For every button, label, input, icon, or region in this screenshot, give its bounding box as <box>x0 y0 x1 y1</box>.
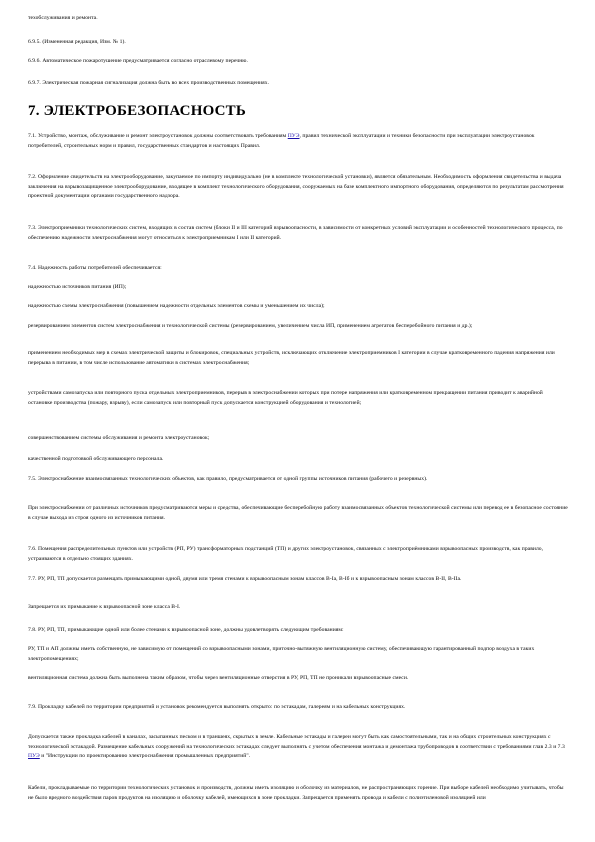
pue-link[interactable]: ПУЭ <box>287 133 300 139</box>
paragraph-7-8: 7.8. РУ, РП, ТП, примыкающие одной или более стенами к взрывоопасной зоне, должны удовлетворять следующим требованиям: <box>28 627 344 633</box>
list-item: надежностью схемы электроснабжения (повышением надежности отдельных элементов схемы и уменьшением их числа); <box>28 303 325 309</box>
paragraph-text: и "Инструкции по проектированию электроснабжения промышленных предприятий". <box>39 753 251 760</box>
paragraph: 6.9.6. Автоматическое пожаротушение предусматривается согласно отраслевому перечню. <box>28 58 248 64</box>
section-heading: 7. ЭЛЕКТРОБЕЗОПАСНОСТЬ <box>28 103 246 119</box>
list-item: применением необходимых мер в схемах электрической защиты и блокировок, специальных устройств, исключающих отключение электроприемников I категории в случае кратковременного падения напряжения или перерыва в питании, в том числе использование автоматики в системах электроснабжения; <box>28 350 555 366</box>
paragraph-7-5: 7.5. Электроснабжение взаимосвязанных технологических объектов, как правило, предусматривается от одной группы источников питания (рабочего и резервных). <box>28 476 428 482</box>
paragraph: 6.9.7. Электрическая пожарная сигнализация должна быть во всех производственных помещениях. <box>28 80 270 86</box>
paragraph <box>28 733 568 762</box>
paragraph-7-9: 7.9. Прокладку кабелей по территории предприятий и установок рекомендуется выполнять открыто: по эстакадам, галереям и на кабельных конструкциях. <box>28 704 406 710</box>
pue-link[interactable]: ПУЭ <box>28 753 40 760</box>
paragraph: 6.9.5. (Измененная редакция, Изм. № 1). <box>28 39 126 45</box>
paragraph: При электроснабжении от различных источников предусматриваются меры и средства, обеспечивающие бесперебойную работу взаимосвязанных объектов технологической системы или перевод ее в безопасное состояние в случае выхода из строя одного из источников питания. <box>28 505 568 521</box>
list-item: совершенствованием системы обслуживания и ремонта электроустановок; <box>28 435 210 441</box>
paragraph-7-1 <box>28 132 568 151</box>
list-item: резервированием элементов систем электроснабжения и технологической системы (резервированием, увеличением числа ИП, применением агрегатов бесперебойного питания и др.); <box>28 323 473 329</box>
paragraph-text: , правил технической эксплуатации и техники безопасности при эксплуатации электроустановок потребителей, строительных норм и правил, государственных стандартов и настоящих Правил. <box>28 133 535 149</box>
paragraph-text: Допускается также прокладка кабелей в каналах, засыпанных песком и в траншеях, скрытых в земле. Кабельные эстакады и галереи могут быть как самостоятельными, так и на общих строительных конструкциях с технологической эстакадой. Размещение кабельных сооружений на технологических эстакадах следует выполнять с учетом обеспечения монтажа и демонтажа трубопроводов в соответствии с требованиями глав 2.3 и 7.3 <box>28 734 565 750</box>
paragraph-7-2: 7.2. Оформление свидетельств на электрооборудование, закупаемое по импорту индивидуально (не в комплекте технологической установки), является обязательным. Необходимость оформления свидетельства и выдача заключения на взрывозащищенное электрооборудование, входящее в комплект технологического оборудования, сооружаемых на базе комплектного импортного оборудования, определяются по результатам рассмотрения проектной документации органами государственного надзора. <box>28 174 564 200</box>
paragraph: Кабели, прокладываемые по территории технологических установок и производств, должны иметь изоляцию и оболочку из материалов, не распространяющих горение. При выборе кабелей необходимо учитывать, чтобы не было вредного воздействия паров продуктов на изоляцию и оболочку кабелей, имеющихся в зоне прокладки. Запрещается применять провода и кабели с полиэтиленовой изоляцией или <box>28 785 564 801</box>
list-item: надежностью источников питания (ИП); <box>28 284 127 290</box>
list-item: качественной подготовкой обслуживающего персонала. <box>28 456 164 462</box>
list-item: вентиляционная система должна быть выполнена таким образом, чтобы через вентиляционные отверстия в РУ, РП, ТП не проникали взрывоопасные смеси. <box>28 675 409 681</box>
paragraph: техобслуживания и ремонта. <box>28 15 98 21</box>
paragraph: Запрещается их примыкание к взрывоопасной зоне класса В-I. <box>28 604 181 610</box>
paragraph-7-4: 7.4. Надежность работы потребителей обеспечивается: <box>28 265 162 271</box>
paragraph-text: 7.1. Устройство, монтаж, обслуживание и ремонт электроустановок должны соответствовать требованиям <box>28 133 288 139</box>
list-item: устройствами самозапуска или повторного пуска отдельных электроприемников, перерыв в электроснабжении которых при потере напряжения или кратковременном прекращении питания приводит к аварийной остановке производства (пожару, взрыву), если самозапуск или повторный пуск допускается конструкцией оборудования и технологией; <box>28 390 543 406</box>
paragraph-7-6: 7.6. Помещения распределительных пунктов или устройств (РП, РУ) трансформаторных подстанций (ТП) и других электроустановок, связанных с электроприёмниками взрывоопасных производств, как правило, устраиваются в отдельно стоящих зданиях. <box>28 546 544 562</box>
list-item: РУ, ТП и АП должны иметь собственную, не зависимую от помещений со взрывоопасными зонами, приточно-вытяжную вентиляционную систему, обеспечивающую гарантированный подпор воздуха в таких электропомещениях; <box>28 646 535 662</box>
document-body <box>28 14 568 24</box>
paragraph-7-3: 7.3. Электроприемники технологических систем, входящих в состав систем (блоки II и III категорий взрывоопасности, в зависимости от конкретных условий эксплуатации и особенностей технологического процесса, по обеспечению надежности электроснабжения могут относиться к электроприемникам I или II категорий. <box>28 225 563 241</box>
paragraph-7-7: 7.7. РУ, РП, ТП допускается размещать примыкающими одной, двумя или тремя стенами к взрывоопасным зонам классов В-Ia, В-Iб и к взрывоопасным зонам классов В-II, В-IIa. <box>28 576 462 582</box>
